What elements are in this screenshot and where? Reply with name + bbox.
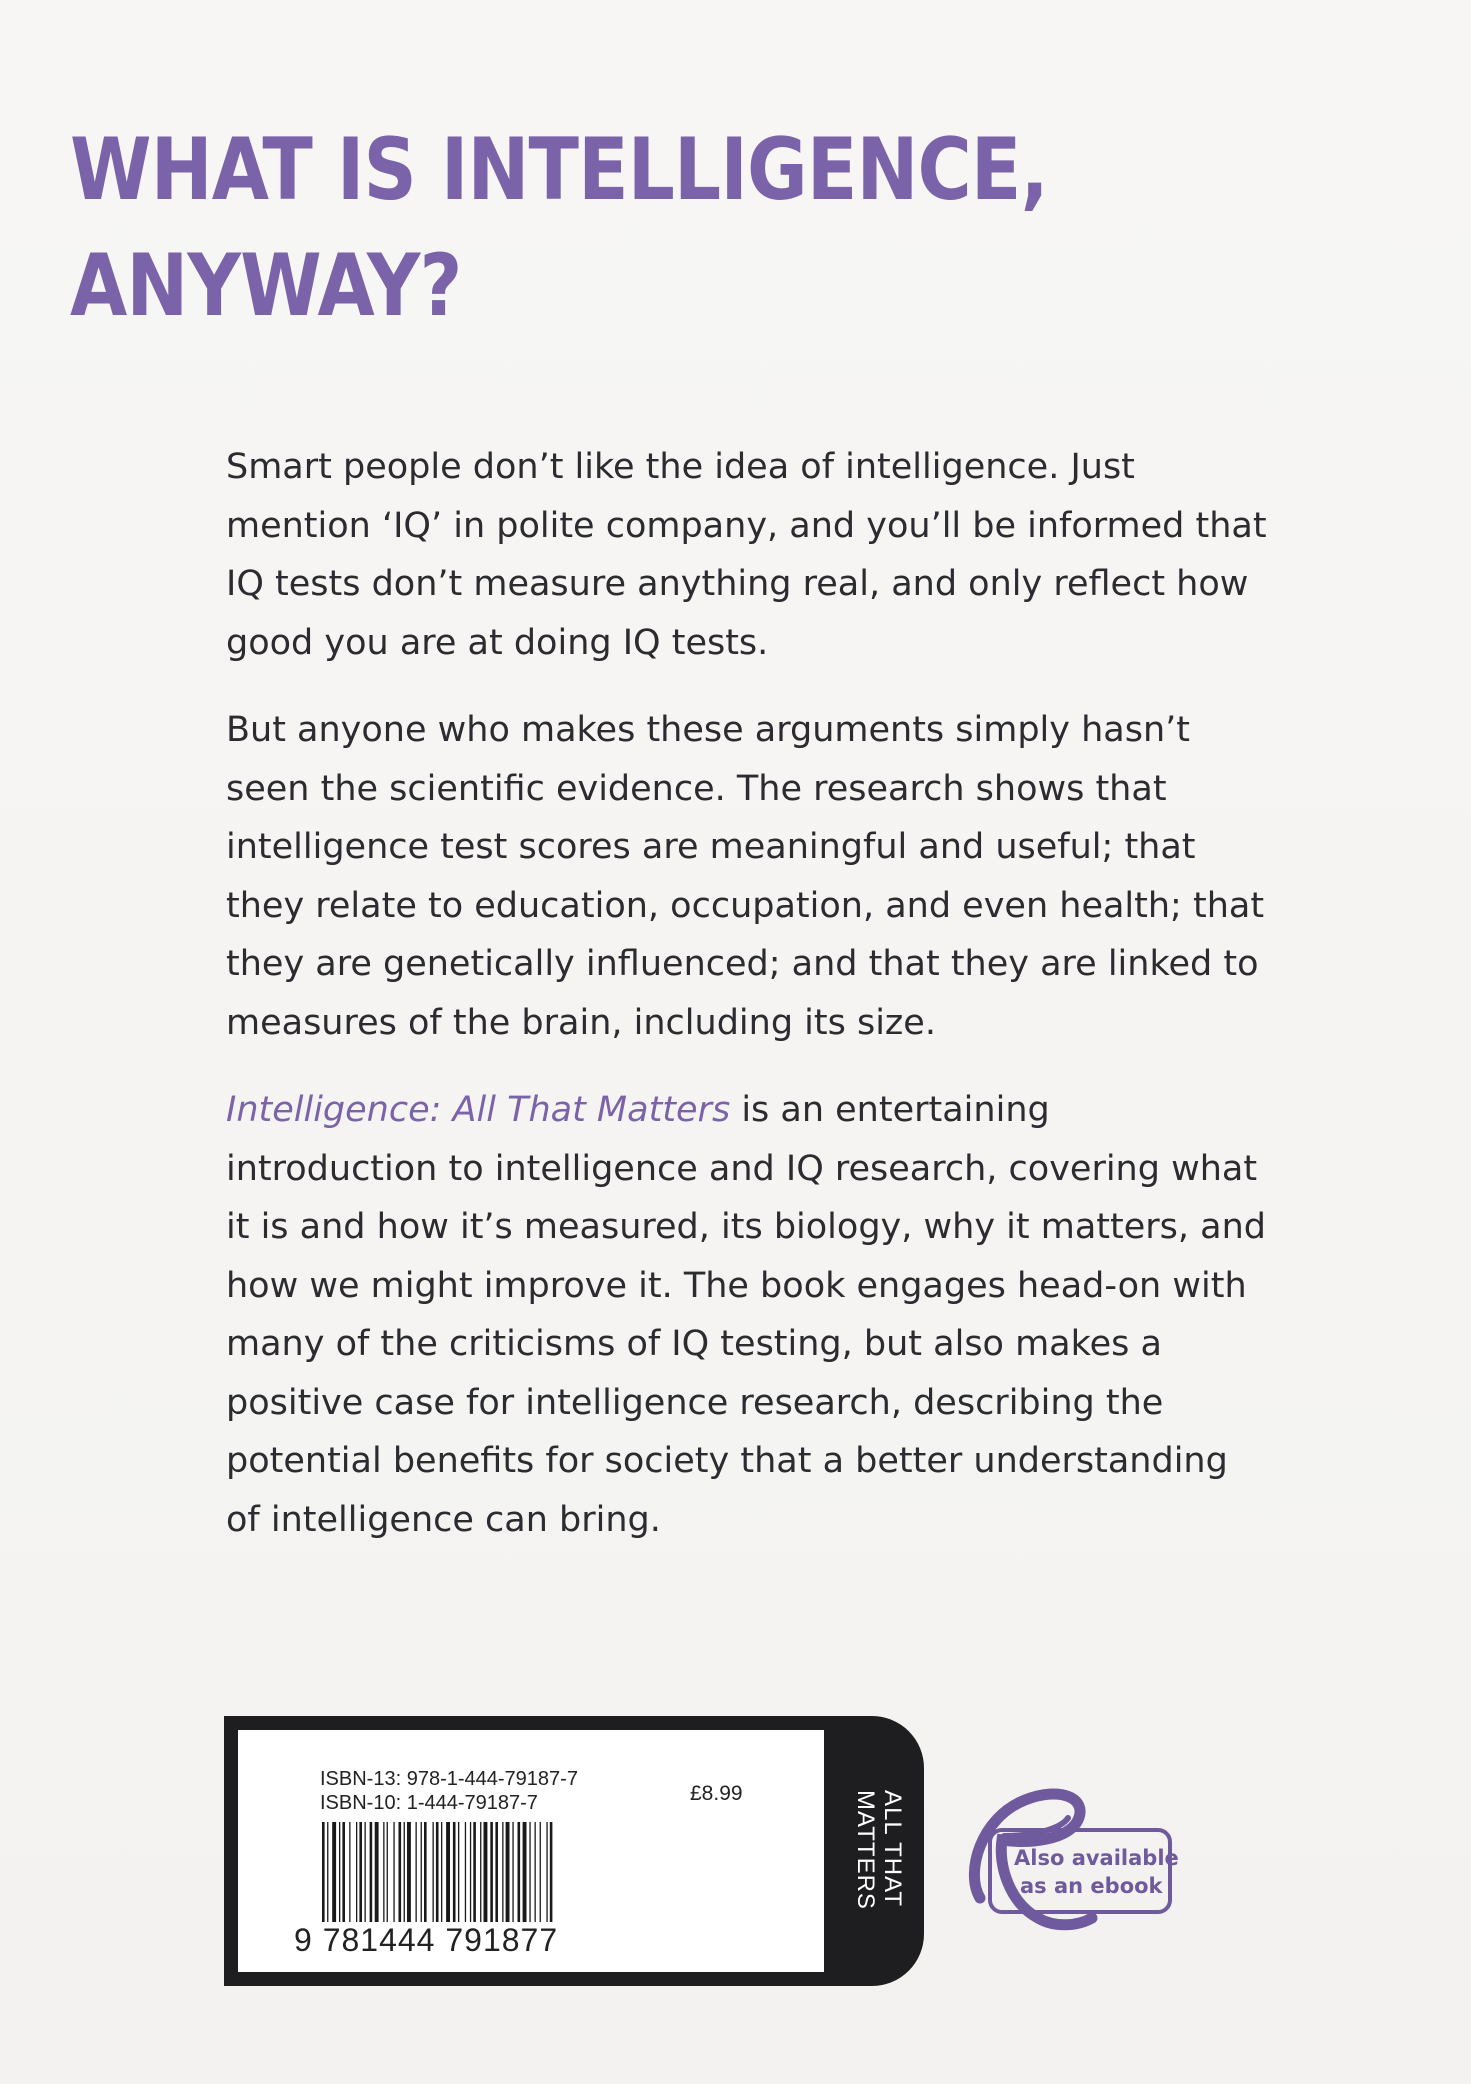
blurb-paragraph-2 bbox=[226, 701, 1346, 1052]
text-line: potential benefits for society that a better understanding bbox=[226, 1441, 1228, 1481]
text-line bbox=[226, 1081, 1346, 1140]
headline-line-1: WHAT IS INTELLIGENCE, bbox=[70, 120, 1048, 220]
blurb bbox=[226, 438, 1346, 1578]
headline-line-2: ANYWAY? bbox=[70, 236, 462, 336]
series-name bbox=[852, 1790, 906, 1910]
isbn-10: ISBN-10: 1-444-79187-7 bbox=[320, 1792, 538, 1814]
text-line: good you are at doing IQ tests. bbox=[226, 622, 769, 663]
text-line: they relate to education, occupation, and even health; that bbox=[226, 885, 1265, 926]
ebook-badge bbox=[960, 1778, 1220, 1958]
text-line: how we might improve it. The book engages head-on with bbox=[226, 1265, 1247, 1306]
text-line: seen the scientific evidence. The research shows that bbox=[226, 768, 1167, 809]
text-line: introduction to intelligence and IQ research, covering what bbox=[226, 1148, 1258, 1189]
series-line-1: ALL THAT bbox=[879, 1790, 906, 1907]
series-line-2: MATTERS bbox=[852, 1790, 879, 1910]
headline bbox=[70, 112, 1222, 344]
barcode-icon bbox=[322, 1822, 622, 1922]
ebook-line-2: as an ebook bbox=[1020, 1874, 1163, 1898]
text-line: IQ tests don’t measure anything real, and only reflect how bbox=[226, 564, 1249, 604]
book-title: Intelligence: All That Matters bbox=[226, 1090, 731, 1130]
text-line: it is and how it’s measured, its biology, why it matters, and bbox=[226, 1207, 1266, 1247]
text-line: Smart people don’t like the idea of intelligence. Just bbox=[226, 447, 1135, 487]
blurb-paragraph-3 bbox=[226, 1081, 1346, 1549]
text-line: intelligence test scores are meaningful and useful; that bbox=[226, 827, 1196, 867]
text-line: they are genetically influenced; and that they are linked to bbox=[226, 944, 1259, 984]
ebook-text bbox=[1014, 1844, 1179, 1900]
ebook-line-1: Also available bbox=[1014, 1846, 1179, 1870]
barcode-digits: 9 781444 791877 bbox=[294, 1922, 559, 1958]
text-line: of intelligence can bring. bbox=[226, 1499, 661, 1540]
blurb-paragraph-1 bbox=[226, 438, 1346, 672]
text-line: measures of the brain, including its size. bbox=[226, 1002, 936, 1043]
text-line: many of the criticisms of IQ testing, but also makes a bbox=[226, 1324, 1162, 1364]
isbn-13: ISBN-13: 978-1-444-79187-7 bbox=[320, 1768, 578, 1790]
text-fragment: is an entertaining bbox=[730, 1090, 1050, 1130]
barcode-box bbox=[238, 1730, 824, 1972]
price: £8.99 bbox=[690, 1782, 743, 1805]
text-line: But anyone who makes these arguments simply hasn’t bbox=[226, 710, 1191, 750]
text-line: mention ‘IQ’ in polite company, and you’ll be informed that bbox=[226, 505, 1267, 546]
barcode-panel bbox=[224, 1716, 924, 1986]
text-line: positive case for intelligence research, describing the bbox=[226, 1382, 1164, 1423]
series-label bbox=[844, 1740, 914, 1960]
